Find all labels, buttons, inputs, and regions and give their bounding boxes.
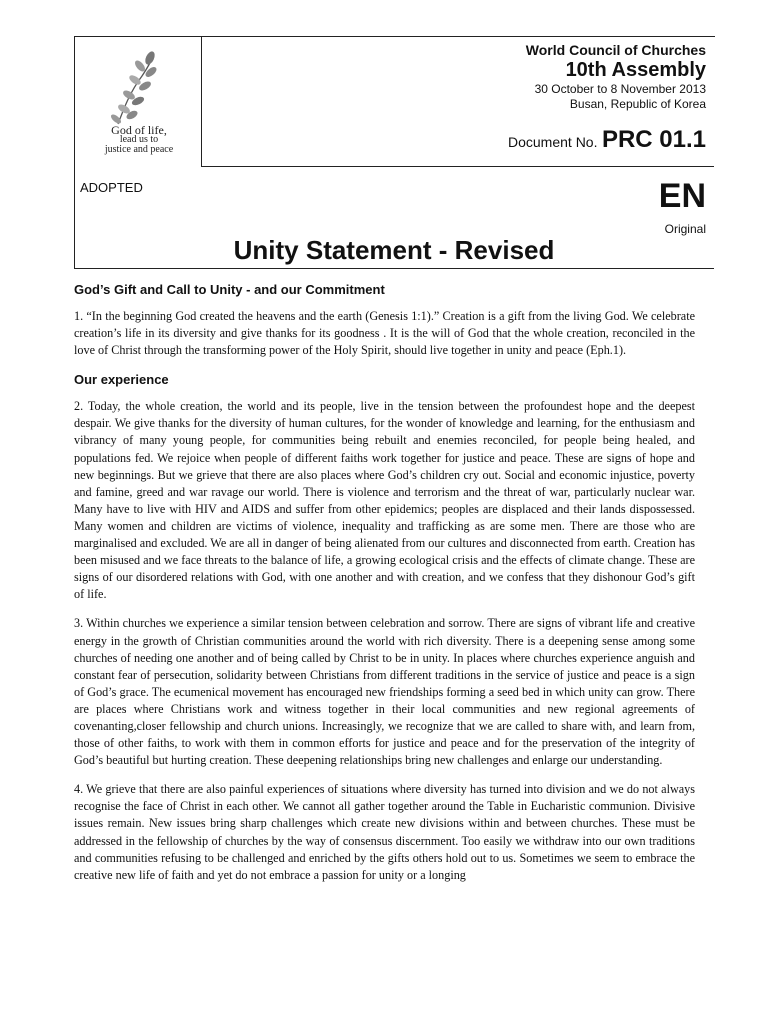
document-number-value: PRC 01.1 <box>601 126 706 153</box>
assembly-dates: 30 October to 8 November 2013 <box>534 82 706 96</box>
organization-name: World Council of Churches <box>525 42 706 58</box>
logo-tagline <box>78 125 200 155</box>
document-number <box>508 126 706 154</box>
document-language-note: Original <box>664 222 706 236</box>
logo-tagline-line2: lead us to <box>119 134 159 145</box>
document-language: EN <box>658 177 706 215</box>
paragraph-2: 2. Today, the whole creation, the world and its people, live in the tension between the profoundest hope and the deepest despair. We give thanks for the diversity of human cultures, for the wonder of knowledge and learning, for the enthusiasm and vibrancy of many young people, for communities being rebuilt and enemies reconciled, for people being healed, and populations fed. We rejoice when people of different faiths work together for justice and peace. These are signs of hope and new beginnings. But we grieve that there are also places where God’s children cry out. Social and economic injustice, poverty and famine, greed and war ravage our world. There is violence and terrorism and the threat of war, particularly nuclear war. Many have to live with HIV and AIDS and suffer from other epidemics; peoples are displaced and their lands dispossessed. Many women and children are victims of violence, inequality and trafficking as are some men. There are those who are marginalised and excluded. We are all in danger of being alienated from our cultures and disconnected from earth. Creation has been misused and we face threats to the balance of life, a growing ecological crisis and the effects of climate change. These are signs of our disordered relations with God, with one another and with creation, and we confess that they dishonour God’s gift of life. <box>74 399 695 602</box>
section-heading-our-experience: Our experience <box>74 372 169 388</box>
section-heading-gift-and-call: God’s Gift and Call to Unity - and our Commitment <box>74 282 385 297</box>
header-divider-horizontal <box>201 166 714 167</box>
title-underline <box>74 268 714 269</box>
assembly-name: 10th Assembly <box>565 59 706 81</box>
paragraph-3: 3. Within churches we experience a similar tension between celebration and sorrow. There are signs of vibrant life and creative energy in the growth of Christian communities around the world with rich diversity. There is a deepening sense among some churches of needing one another and of being called by Christ to be in unity. In places where churches experience anguish and constant fear of persecution, solidarity between Christians from different traditions in the service of justice and peace is a sign of God’s grace. The ecumenical movement has encouraged new friendships forming a seed bed in which unity can grow. There are places where Christians work and witness together in their local communities and new regional agreements of covenanting,closer fellowship and church unions. Increasingly, we recognize that we are called to share with, and learn from, those of other faiths, to work with them in common efforts for justice and peace and for the preservation of the integrity of God’s beautiful but hurting creation. These deepening relationships bring new challenges and enlarge our understanding. <box>74 616 695 768</box>
document-body <box>74 281 695 896</box>
paragraph-1: 1. “In the beginning God created the heavens and the earth (Genesis 1:1).” Creation is a gift from the living God. We celebrate creation’s life in its diversity and give thanks for its goodness . It is the will of God that the whole creation, reconciled in the love of Christ through the transforming power of the Holy Spirit, should live together in unity and peace (Eph.1). <box>74 309 695 358</box>
organization-block <box>526 42 706 112</box>
document-status: ADOPTED <box>80 180 143 195</box>
assembly-location: Busan, Republic of Korea <box>569 97 706 111</box>
paragraph-4: 4. We grieve that there are also painful experiences of situations where diversity has turned into division and we do not always recognise the face of Christ in each other. We cannot all gather together around the Table in Eucharistic communion. Divisive issues remain. New issues bring sharp challenges which create new divisions within and between churches. These must be addressed in the fellowship of churches by the way of consensus discernment. Too easily we withdraw into our own traditions and communities refusing to be challenged and enriched by the gifts others hold out to us. Sometimes we seem to embrace the creative new life of faith and yet do not embrace a passion for unity or a longing <box>74 782 695 882</box>
logo-tagline-line3: justice and peace <box>104 144 174 155</box>
document-title: Unity Statement - Revised <box>233 235 555 265</box>
header-divider-vertical <box>201 36 202 166</box>
logo-tagline-line1: God of life, <box>111 123 167 137</box>
document-number-label: Document No. <box>508 134 598 150</box>
